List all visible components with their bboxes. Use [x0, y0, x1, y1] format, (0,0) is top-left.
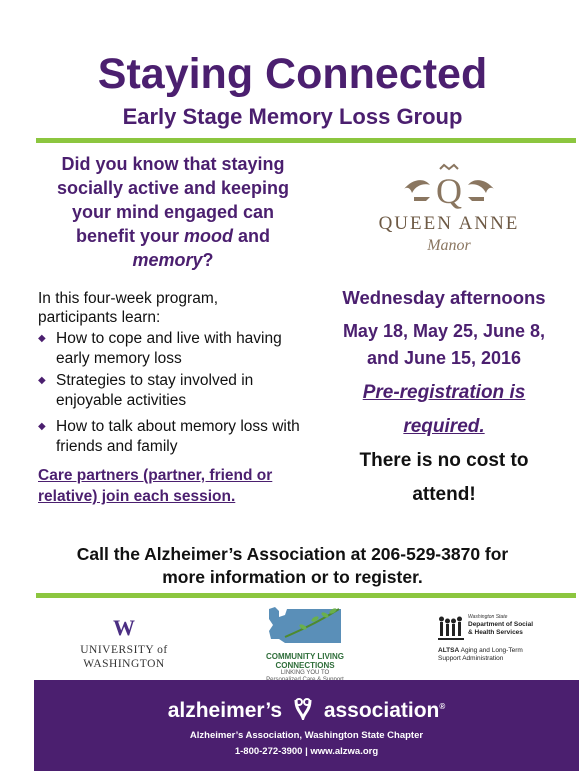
question-line: socially active and keeping — [56, 178, 290, 198]
clc-name-line: CONNECTIONS — [275, 661, 335, 670]
dshs-department-line: & Health Services — [468, 629, 523, 636]
question-text: benefit your — [75, 226, 184, 246]
clc-logo — [255, 603, 355, 691]
question-line: Did you know that staying — [61, 154, 285, 174]
alz-purple-icon — [292, 696, 314, 727]
schedule-dates — [312, 318, 576, 372]
care-partners-note: Care partners (partner, friend or relative) join each session. — [38, 467, 273, 505]
page-title: Staying Connected — [97, 50, 488, 98]
question-emphasis-memory: memory — [132, 250, 203, 270]
uw-mark: W — [113, 615, 135, 640]
clc-name-line: COMMUNITY LIVING — [265, 652, 345, 661]
bullet-icon: ◆ — [38, 333, 46, 344]
footer-chapter: Alzheimer’s Association, Washington State Chapter — [189, 730, 424, 741]
altsa-text: Aging and Long-Term — [459, 647, 523, 654]
question-line — [28, 248, 318, 272]
list-item-text: How to talk about memory loss with friends and family — [56, 418, 300, 455]
clc-tagline: LINKING YOU TO — [280, 670, 330, 676]
call-line: more information or to register. — [162, 567, 423, 587]
altsa-abbr: ALTSA — [438, 647, 460, 654]
brand-word-right: association — [323, 699, 440, 722]
schedule-day: Wednesday afternoons — [342, 287, 546, 308]
program-list — [38, 329, 308, 457]
list-item-text: How to cope and live with having early memory loss — [56, 330, 282, 367]
logo-name: QUEEN ANNE — [378, 213, 520, 234]
people-icon — [438, 614, 464, 644]
list-item — [38, 417, 308, 457]
schedule-block — [312, 286, 576, 512]
crest-icon — [364, 163, 534, 211]
question-line — [28, 224, 318, 248]
footer-brand — [34, 694, 579, 727]
question-emphasis-mood: mood — [184, 226, 233, 246]
footer-contact: 1-800-272-3900 | www.alzwa.org — [234, 746, 379, 757]
brand-word-left: alzheimer’s — [167, 699, 283, 722]
call-to-action — [0, 543, 585, 589]
page-subtitle: Early Stage Memory Loss Group — [122, 104, 463, 129]
schedule-dates-line: and June 15, 2016 — [366, 348, 522, 368]
list-item-text: Strategies to stay involved in enjoyable activities — [56, 372, 254, 409]
bullet-icon: ◆ — [38, 375, 46, 386]
bottom-divider — [36, 593, 576, 598]
dshs-department-line: Department of Social — [468, 621, 534, 628]
uw-name-line: WASHINGTON — [83, 658, 165, 670]
preregistration-line: required. — [403, 416, 485, 437]
list-item — [38, 329, 308, 371]
footer-banner — [34, 680, 579, 771]
uw-name-line: UNIVERSITY of — [80, 644, 168, 656]
list-item — [38, 371, 308, 417]
program-intro: In this four-week program, participants learn: — [38, 290, 219, 326]
cost-line: There is no cost to — [359, 450, 529, 471]
dshs-department — [468, 621, 533, 637]
preregistration-notice — [312, 376, 576, 444]
registered-mark: ® — [439, 702, 446, 711]
cost-line: attend! — [412, 484, 476, 505]
question-text: and — [233, 226, 271, 246]
preregistration-line: Pre-registration is — [362, 382, 526, 403]
dshs-state: Washington State — [468, 614, 508, 620]
call-line: Call the Alzheimer’s Association at 206-529-3870 for — [76, 544, 509, 564]
logo-tagline: Manor — [427, 237, 471, 254]
cost-notice — [312, 444, 576, 512]
question-line: your mind engaged can — [71, 202, 275, 222]
bullet-icon: ◆ — [38, 421, 46, 432]
logo-letter: Q — [436, 171, 462, 211]
uw-logo — [74, 617, 174, 671]
schedule-dates-line: May 18, May 25, June 8, — [342, 321, 546, 341]
question-block — [28, 152, 318, 272]
question-text: ? — [202, 250, 214, 270]
queen-anne-manor-logo — [364, 163, 534, 263]
altsa-label — [438, 647, 523, 663]
altsa-line: Support Administration — [438, 655, 504, 662]
altsa-line — [438, 647, 523, 655]
top-divider — [36, 138, 576, 143]
washington-map-icon — [255, 603, 355, 647]
